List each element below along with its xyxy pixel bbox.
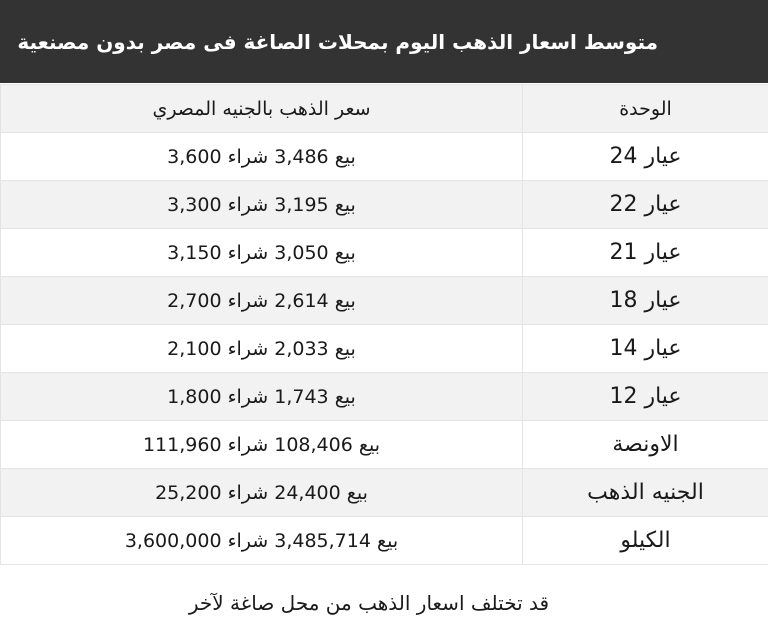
unit-cell: عيار 18: [523, 277, 768, 325]
table-row: [1, 421, 768, 469]
gold-price-table: [0, 84, 768, 565]
page-title: متوسط اسعار الذهب اليوم بمحلات الصاغة فى مصر بدون مصنعية: [17, 29, 658, 54]
unit-cell: عيار 12: [523, 373, 768, 421]
table-row: [1, 229, 768, 277]
price-cell: بيع 1,743 شراء 1,800: [1, 373, 523, 421]
unit-cell: عيار 22: [523, 181, 768, 229]
price-cell: بيع 3,195 شراء 3,300: [1, 181, 523, 229]
price-cell: بيع 108,406 شراء 111,960: [1, 421, 523, 469]
disclaimer-note: [0, 580, 768, 625]
unit-cell: عيار 21: [523, 229, 768, 277]
price-cell: بيع 3,050 شراء 3,150: [1, 229, 523, 277]
unit-cell: الاونصة: [523, 421, 768, 469]
table-row: [1, 277, 768, 325]
price-cell: بيع 3,485,714 شراء 3,600,000: [1, 517, 523, 565]
table-row: [1, 325, 768, 373]
price-cell: بيع 24,400 شراء 25,200: [1, 469, 523, 517]
unit-cell: عيار 14: [523, 325, 768, 373]
unit-cell: الكيلو: [523, 517, 768, 565]
price-cell: بيع 2,614 شراء 2,700: [1, 277, 523, 325]
table-row: [1, 469, 768, 517]
price-cell: بيع 3,486 شراء 3,600: [1, 133, 523, 181]
table-row: [1, 373, 768, 421]
table-row: [1, 517, 768, 565]
price-cell: بيع 2,033 شراء 2,100: [1, 325, 523, 373]
table-row: [1, 133, 768, 181]
unit-cell: الجنيه الذهب: [523, 469, 768, 517]
column-header-price: سعر الذهب بالجنيه المصري: [1, 85, 523, 133]
column-header-unit: الوحدة: [523, 85, 768, 133]
unit-cell: عيار 24: [523, 133, 768, 181]
disclaimer-text: قد تختلف اسعار الذهب من محل صاغة لآخر: [188, 590, 550, 615]
table-header-row: [1, 85, 768, 133]
table-row: [1, 181, 768, 229]
title-bar: [0, 0, 768, 83]
